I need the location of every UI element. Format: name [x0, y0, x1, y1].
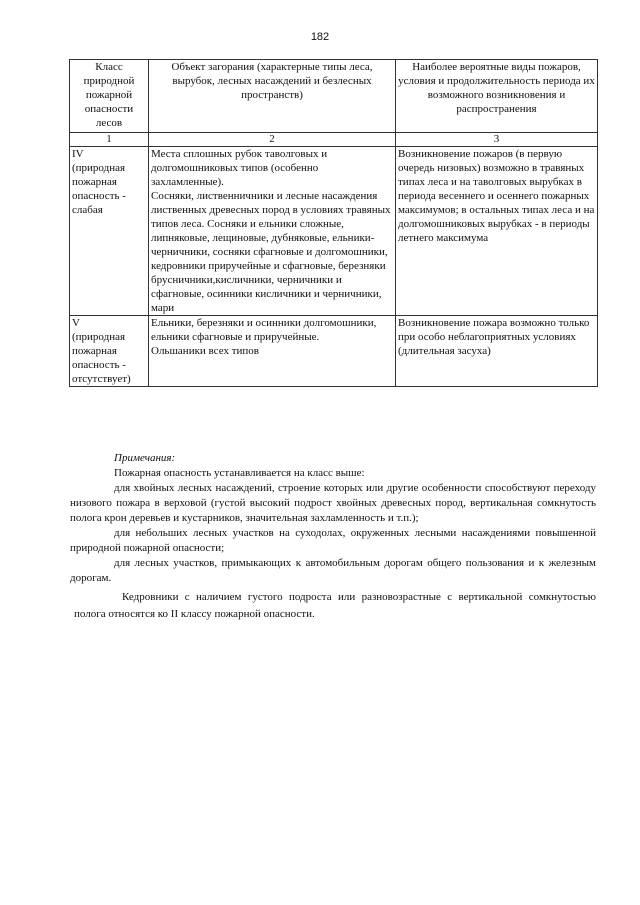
column-number: 1: [70, 133, 149, 147]
fire-danger-table: [69, 59, 598, 387]
object-cell: Ельники, березняки и осинники долгомошники, ельники сфагновые и приручейные. Ольшаники всех типов: [149, 316, 396, 387]
note-item: для небольших лесных участков на суходолах, окруженных лесными насаждениями повышенной природной пожарной опасности;: [70, 527, 596, 554]
notes-section: [70, 451, 596, 623]
column-number-row: [70, 133, 598, 147]
table-row: [70, 147, 598, 316]
fires-cell: Возникновение пожара возможно только при особо неблагоприятных условиях (длительная засуха): [396, 316, 598, 387]
column-number: 2: [149, 133, 396, 147]
notes-title: Примечания:: [114, 452, 176, 464]
table-row: [70, 316, 598, 387]
class-cell: IV (природная пожарная опасность - слабая: [70, 147, 149, 316]
object-cell: Места сплошных рубок таволговых и долгомошниковых типов (особенно захламленные). Сосняки, лиственничники и лесные насаждения лиственных древесных пород в условиях травяных типов леса. Сосняки и ельники сложные, липняковые, лещиновые, дубняковые, ельники-черничники, сосняки сфагновые и долгомошники, кедровники приручейные и сфагновые, березняки брусничники,кисличники, черничники и сфагновые, осинники кисличники и черничники, мари: [149, 147, 396, 316]
class-cell: V (природная пожарная опасность - отсутствует): [70, 316, 149, 387]
page-number: 182: [310, 31, 330, 43]
note-item: для лесных участков, примыкающих к автомобильным дорогам общего пользования и к железным дорогам.: [70, 557, 596, 584]
header-class: Класс природной пожарной опасности лесов: [70, 60, 149, 133]
column-number: 3: [396, 133, 598, 147]
fires-cell: Возникновение пожаров (в первую очередь низовых) возможно в травяных типах леса и на таволговых вырубках в периода весеннего и осеннего пожарных максимумов; в остальных типах леса и на долгомошниковых вырубках - в периоды летнего максимума: [396, 147, 598, 316]
notes-intro: Пожарная опасность устанавливается на класс выше:: [114, 467, 365, 479]
table-header-row: [70, 60, 598, 133]
note-item: для хвойных лесных насаждений, строение которых или другие особенности способствуют переходу низового пожара в верховой (густой высокий подрост хвойных древесных пород, вертикальная сомкнутость полога крон деревьев и кустарников, значительная захламленность и т.п.);: [70, 482, 596, 524]
notes-final: Кедровники с наличием густого подроста или разновозрастные с вертикальной сомкнутостью полога относятся ко II классу пожарной опасности.: [74, 591, 596, 620]
header-object: Объект загорания (характерные типы леса, вырубок, лесных насаждений и безлесных пространств): [149, 60, 396, 133]
header-fires: Наиболее вероятные виды пожаров, условия и продолжительность периода их возможного возникновения и распространения: [396, 60, 598, 133]
